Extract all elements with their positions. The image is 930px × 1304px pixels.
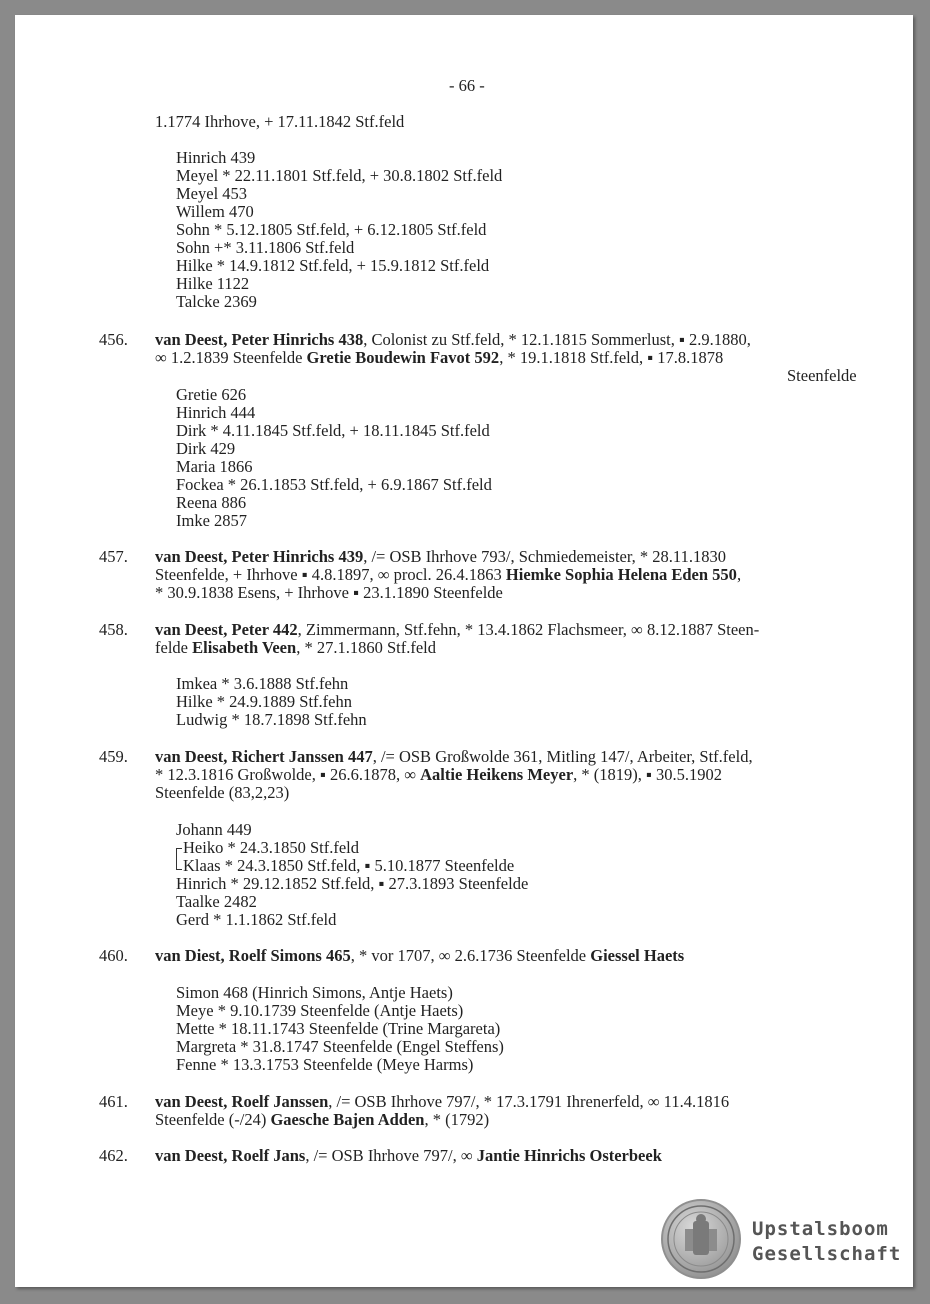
entry-line-1	[155, 1093, 729, 1111]
twin-bracket-bottom	[176, 858, 182, 870]
spouse-name: Gretie Boudewin Favot 592	[306, 348, 500, 367]
person-name: van Deest, Roelf Jans	[155, 1146, 306, 1165]
entry-number: 456.	[99, 330, 128, 349]
child-line: Talcke 2369	[176, 292, 257, 311]
entry-line-3: Steenfelde	[787, 366, 857, 385]
entry-text: ,	[736, 565, 742, 584]
child-line: Imke 2857	[176, 511, 248, 530]
entry-number: 457.	[99, 547, 128, 566]
entry-text: felde	[155, 638, 193, 657]
child-line: Meyel 453	[176, 184, 248, 203]
entry-text: , * vor 1707, ∞ 2.6.1736 Steenfelde	[350, 946, 591, 965]
entry-text: ∞ 1.2.1839 Steenfelde	[155, 348, 307, 367]
entry-text: , * (1792)	[424, 1110, 490, 1129]
entry-number: 461.	[99, 1092, 128, 1111]
child-line: Meyel * 22.11.1801 Stf.feld, + 30.8.1802 Stf.feld	[176, 166, 503, 185]
entry-number: 458.	[99, 620, 128, 639]
entry-line-2	[155, 639, 436, 657]
spouse-name: Hiemke Sophia Helena Eden 550	[505, 565, 737, 584]
spouse-name: Jantie Hinrichs Osterbeek	[476, 1146, 662, 1165]
child-line: Dirk 429	[176, 439, 236, 458]
entry-text: , /= OSB Ihrhove 793/, Schmiedemeister, * 28.11.1830	[363, 547, 726, 566]
logo-text-line-2: Gesellschaft	[752, 1243, 902, 1265]
entry-text: , Colonist zu Stf.feld, * 12.1.1815 Sommerlust, ▪ 2.9.1880,	[363, 330, 751, 349]
spouse-name: Aaltie Heikens Meyer	[420, 765, 574, 784]
child-line: Willem 470	[176, 202, 254, 221]
entry-text: , * (1819), ▪ 30.5.1902	[573, 765, 722, 784]
page-number: - 66 -	[449, 76, 485, 95]
person-name: van Deest, Roelf Janssen	[155, 1092, 329, 1111]
child-line: Imkea * 3.6.1888 Stf.fehn	[176, 674, 349, 693]
entry-number: 462.	[99, 1146, 128, 1165]
entry-line-1	[155, 621, 759, 639]
child-line: Dirk * 4.11.1845 Stf.feld, + 18.11.1845 Stf.feld	[176, 421, 490, 440]
person-name: van Deest, Peter 442	[155, 620, 298, 639]
child-line: Hilke * 14.9.1812 Stf.feld, + 15.9.1812 Stf.feld	[176, 256, 490, 275]
entry-line-1	[155, 1147, 662, 1165]
person-name: van Deest, Peter Hinrichs 439	[155, 547, 364, 566]
child-line: Gerd * 1.1.1862 Stf.feld	[176, 910, 337, 929]
child-line: Klaas * 24.3.1850 Stf.feld, ▪ 5.10.1877 Steenfelde	[183, 856, 515, 875]
child-line: Gretie 626	[176, 385, 247, 404]
child-line: Hilke 1122	[176, 274, 250, 293]
spouse-name: Elisabeth Veen	[192, 638, 297, 657]
child-line: Hilke * 24.9.1889 Stf.fehn	[176, 692, 352, 711]
spouse-name: Gaesche Bajen Adden	[270, 1110, 425, 1129]
entry-number: 460.	[99, 946, 128, 965]
entry-line-2	[155, 766, 722, 784]
entry-text: , /= OSB Ihrhove 797/, ∞	[305, 1146, 477, 1165]
child-line: Ludwig * 18.7.1898 Stf.fehn	[176, 710, 367, 729]
child-line: Mette * 18.11.1743 Steenfelde (Trine Margareta)	[176, 1019, 501, 1038]
child-line: Sohn +* 3.11.1806 Stf.feld	[176, 238, 355, 257]
child-line: Margreta * 31.8.1747 Steenfelde (Engel Steffens)	[176, 1037, 504, 1056]
entry-line-3: * 30.9.1838 Esens, + Ihrhove ▪ 23.1.1890 Steenfelde	[155, 583, 503, 602]
entry-text: , Zimmermann, Stf.fehn, * 13.4.1862 Flachsmeer, ∞ 8.12.1887 Steen-	[297, 620, 760, 639]
entry-text: , /= OSB Ihrhove 797/, * 17.3.1791 Ihrenerfeld, ∞ 11.4.1816	[328, 1092, 730, 1111]
person-name: van Diest, Roelf Simons 465	[155, 946, 351, 965]
child-line: Meye * 9.10.1739 Steenfelde (Antje Haets)	[176, 1001, 464, 1020]
child-line: Hinrich * 29.12.1852 Stf.feld, ▪ 27.3.1893 Steenfelde	[176, 874, 529, 893]
entry-text: , * 19.1.1818 Stf.feld, ▪ 17.8.1878	[499, 348, 724, 367]
entry-text: * 12.3.1816 Großwolde, ▪ 26.6.1878, ∞	[155, 765, 421, 784]
entry-text: , * 27.1.1860 Stf.feld	[296, 638, 436, 657]
child-line: Simon 468 (Hinrich Simons, Antje Haets)	[176, 983, 453, 1002]
person-name: van Deest, Peter Hinrichs 438	[155, 330, 364, 349]
entry-text: Steenfelde, + Ihrhove ▪ 4.8.1897, ∞ procl. 26.4.1863	[155, 565, 506, 584]
entry-line-1	[155, 331, 751, 349]
child-line: Hinrich 444	[176, 403, 256, 422]
entry-line-1	[155, 748, 753, 766]
entry-text: Steenfelde (-/24)	[155, 1110, 271, 1129]
document-page	[15, 15, 913, 1287]
seal-logo-icon	[661, 1199, 741, 1279]
child-line: Fockea * 26.1.1853 Stf.feld, + 6.9.1867 Stf.feld	[176, 475, 492, 494]
entry-line-2	[155, 1111, 489, 1129]
entry-text: , /= OSB Großwolde 361, Mitling 147/, Arbeiter, Stf.feld,	[372, 747, 753, 766]
entry-line-2	[155, 349, 723, 367]
entry-line-2	[155, 566, 741, 584]
child-line: Fenne * 13.3.1753 Steenfelde (Meye Harms)	[176, 1055, 474, 1074]
person-name: van Deest, Richert Janssen 447	[155, 747, 373, 766]
child-line: Heiko * 24.3.1850 Stf.feld	[183, 838, 359, 857]
child-line: Taalke 2482	[176, 892, 257, 911]
entry-line-1	[155, 947, 684, 965]
entry-line-1	[155, 548, 726, 566]
child-line: Maria 1866	[176, 457, 253, 476]
entry-number: 459.	[99, 747, 128, 766]
child-line: Johann 449	[176, 820, 252, 839]
child-line: Hinrich 439	[176, 148, 256, 167]
child-line: Reena 886	[176, 493, 247, 512]
continuation-line: 1.1774 Ihrhove, + 17.11.1842 Stf.feld	[155, 112, 405, 131]
entry-line-3: Steenfelde (83,2,23)	[155, 783, 290, 802]
spouse-name: Giessel Haets	[590, 946, 685, 965]
logo-text-line-1: Upstalsboom	[752, 1218, 889, 1240]
child-line: Sohn * 5.12.1805 Stf.feld, + 6.12.1805 Stf.feld	[176, 220, 487, 239]
